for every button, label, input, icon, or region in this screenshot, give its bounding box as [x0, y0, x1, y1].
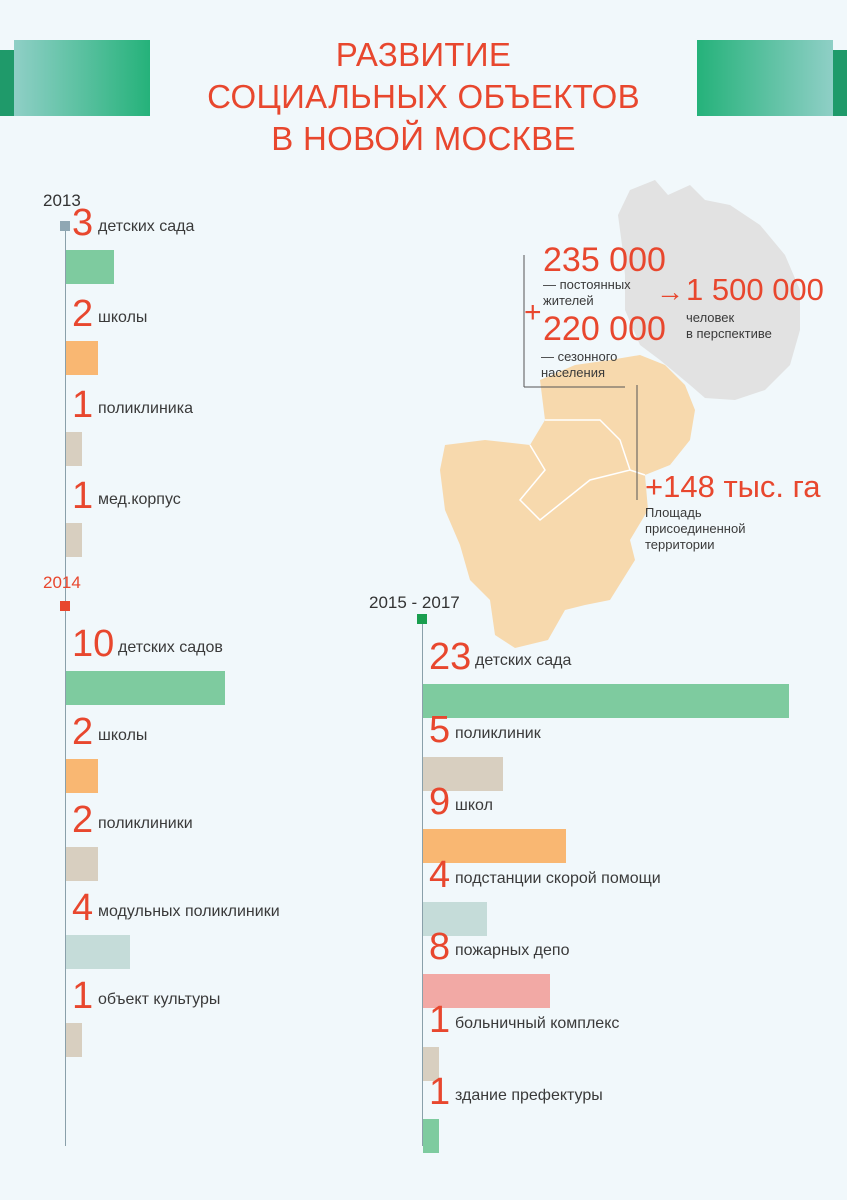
title-line-2: СОЦИАЛЬНЫХ ОБЪЕКТОВ	[207, 78, 640, 115]
future-population-value: 1 500 000	[686, 272, 824, 307]
area-label-line-3: территории	[645, 537, 715, 552]
facility-count: 8	[429, 926, 451, 968]
facility-count: 4	[429, 853, 451, 896]
seasonal-value: 220 000	[543, 310, 666, 348]
future-label-line-1: человек	[686, 310, 735, 325]
facility-count: 4	[72, 887, 94, 929]
arrow-icon: →	[656, 276, 684, 307]
facility-bar	[66, 759, 98, 793]
facility-bar	[423, 1119, 439, 1153]
facility-count: 23	[429, 636, 472, 678]
facility-count: 2	[72, 799, 94, 841]
area-value: +148 тыс. га	[645, 469, 821, 504]
facility-count: 1	[72, 384, 94, 426]
facility-label: детских сада	[475, 652, 572, 669]
facility-label: здание префектуры	[455, 1087, 603, 1104]
facility-label: подстанции скорой помощи	[455, 869, 661, 887]
facility-count: 1	[429, 998, 451, 1041]
facility-label: модульных поликлиники	[98, 903, 280, 920]
facility-label: больничный комплекс	[455, 1014, 620, 1032]
facility-label: детских сада	[98, 218, 195, 235]
facility-label: пожарных депо	[455, 942, 570, 959]
residents-value: 235 000	[543, 241, 666, 279]
facility-label: поликлиник	[455, 724, 541, 742]
plus-sign: +	[524, 296, 542, 329]
facility-count: 9	[429, 781, 451, 823]
residents-label-line-1: — постоянных	[543, 277, 631, 292]
residents-label	[543, 277, 631, 309]
facility-label: школы	[98, 727, 148, 744]
facility-count: 10	[72, 623, 115, 665]
facility-label: объект культуры	[98, 991, 221, 1008]
year-marker	[60, 221, 70, 231]
facility-bar	[66, 250, 114, 284]
future-label-line-2: в перспективе	[686, 326, 772, 341]
facility-label: школы	[98, 309, 148, 326]
facility-label: школ	[455, 797, 493, 814]
area-label-line-1: Площадь	[645, 505, 702, 520]
area-label	[645, 505, 745, 553]
facility-bar	[66, 847, 98, 881]
facility-bar	[66, 341, 98, 375]
title-line-3: В НОВОЙ МОСКВЕ	[271, 120, 576, 157]
facility-bar	[66, 432, 82, 466]
year-marker	[60, 601, 70, 611]
future-population-label	[686, 310, 772, 342]
facility-label: поликлиника	[98, 400, 193, 417]
seasonal-label	[541, 349, 617, 381]
facility-count: 5	[429, 708, 451, 751]
year-label: 2013	[43, 191, 81, 210]
year-label: 2015 - 2017	[369, 593, 460, 612]
residents-label-line-2: жителей	[543, 293, 594, 308]
year-marker	[417, 614, 427, 624]
area-label-line-2: присоединенной	[645, 521, 746, 536]
year-label: 2014	[43, 573, 81, 592]
seasonal-label-line-1: — сезонного	[541, 349, 618, 364]
facility-count: 1	[72, 975, 94, 1017]
facility-label: мед.корпус	[98, 491, 181, 508]
facility-label: детских садов	[118, 639, 223, 656]
title-line-1: РАЗВИТИЕ	[335, 36, 512, 73]
facility-bar	[66, 671, 225, 705]
facility-count: 1	[72, 475, 94, 517]
facility-count: 1	[429, 1071, 451, 1113]
seasonal-label-line-2: населения	[541, 365, 606, 380]
facility-bar	[66, 523, 82, 557]
facility-count: 3	[72, 202, 94, 244]
facility-bar	[423, 684, 789, 718]
facility-label: поликлиники	[98, 815, 193, 832]
facility-bar	[66, 935, 130, 969]
facility-count: 2	[72, 711, 94, 753]
facility-bar	[66, 1023, 82, 1057]
facility-count: 2	[72, 293, 94, 335]
